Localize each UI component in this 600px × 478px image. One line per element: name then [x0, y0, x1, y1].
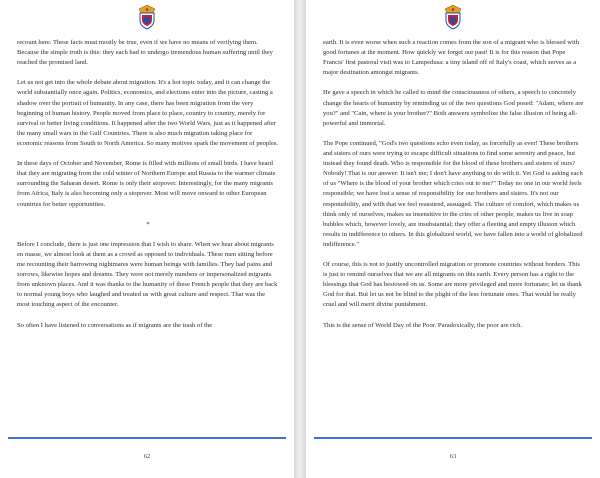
paragraph: recount here. These facts must mostly be true, even if we have no means of verifying them. Because the simple truth is this: they each had to undergo tremendous human suffering until they reached the promised land.	[17, 39, 273, 67]
page-number: 63	[449, 453, 457, 460]
footer-rule	[8, 437, 286, 439]
footer-rule	[314, 437, 592, 439]
page-number: 62	[143, 453, 151, 460]
left-page	[0, 0, 294, 478]
right-page-text	[323, 38, 585, 341]
left-page-text	[17, 38, 279, 341]
paragraph: Of course, this is not to justify uncontrolled migration or promote countries without borders. This is just to remind ourselves that we are all migrants on this earth. Every person has a right to the blessings that God has bestowed on us. Some are more privileged and more fortunate; let us thank God for that. But let us not be blind to the plight of the less fortunate ones. That would be really cruel and will merit divine punishment.	[323, 261, 582, 309]
section-separator: *	[146, 220, 150, 228]
paragraph: The Pope continued, "God's two questions echo even today, as forcefully as ever! These brothers and sisters of ours were trying to escape difficult situations to find some serenity and peace, but instead they found death. Who is responsible for the blood of these brothers and sisters of ours? Nobody! That is our answer: It isn't me; I don't have anything to do with it. Yet God is asking each of us "Where is the blood of your brother which cries out to me?" Today no one in our world feels responsible; we have lost a sense of responsibility for our brothers and sisters. It's not our responsibility, and with that we feel reassured, assuaged. The culture of comfort, which makes us think only of ourselves, makes us insensitive to the cries of other people, makes us live in soap bubbles which, however lovely, are insubstantial; they offer a fleeting and empty illusion which results in indifference to others. In this globalized world, we have fallen into a world of globalized indifference."	[323, 139, 583, 248]
paragraph: Before I conclude, there is just one impression that I wish to share. When we hear about migrants en masse, we almost look at them as a crowd as opposed to individuals. These men sitting before me recounting their harrowing nightmares were human beings with families. They had pains and sorrows, likewise hopes and dreams. They were not merely numbers or impersonalized migrants from unknown places. And it was thanks to the humanity of these French people that they are back to normal young boys who laughed and treated us with great culture and respect. That was the most touching aspect of the encounter.	[17, 240, 278, 309]
paragraph: Let us not get into the whole debate about migration. It's a hot topic today, and it can change the world substantially once again. Politics, economics, and elections enter into the picture, casting a shadow over the portrait of humanity. In any case, there has been migration from the very beginning of human history. People moved from place to place, country to country, merely for survival or better living conditions. It happened after the two World Wars, just as it happened after the many small wars in the Gulf Countries. There is also much migration taking place for economic reasons from South to North America. So many motives spark the movement of peoples.	[17, 79, 279, 147]
right-page	[306, 0, 600, 478]
paragraph: In these days of October and November, Rome is filled with millions of small birds. I have heard that they are migrating from the cold winter of Northern Europe and Russia to the warmer climate surrounding the Saharan desert. Rome is only their stopover. Interestingly, for the many migrants from Africa, Italy is also becoming only a stopover. Most will move onward to other European countries for better opportunities.	[17, 160, 276, 208]
paragraph: So often I have listened to conversations as if migrants are the trash of the	[17, 321, 213, 329]
book-gutter	[294, 0, 306, 478]
paragraph: This is the sense of World Day of the Poor. Paradoxically, the poor are rich.	[323, 321, 523, 329]
coat-of-arms-icon	[442, 4, 464, 30]
coat-of-arms-icon	[136, 4, 158, 30]
paragraph: earth. It is even worse when such a reaction comes from the son of a migrant who is blessed with good fortunes at the moment. How quickly we forget our past! It is for this reason that Pope Francis' first pastoral visit was to Lampedusa: a tiny island off of Italy's coast, which serves as a major destination amongst migrants.	[323, 39, 579, 77]
paragraph: He gave a speech in which he called to mind the consciousness of others, a speech to concretely change the hearts of humanity by reminding us of the two questions God posed: "Adam, where are you?" and "Cain, where is your brother?" Both answers symbolize the false illusion of being all-powerful and immortal.	[323, 89, 584, 127]
